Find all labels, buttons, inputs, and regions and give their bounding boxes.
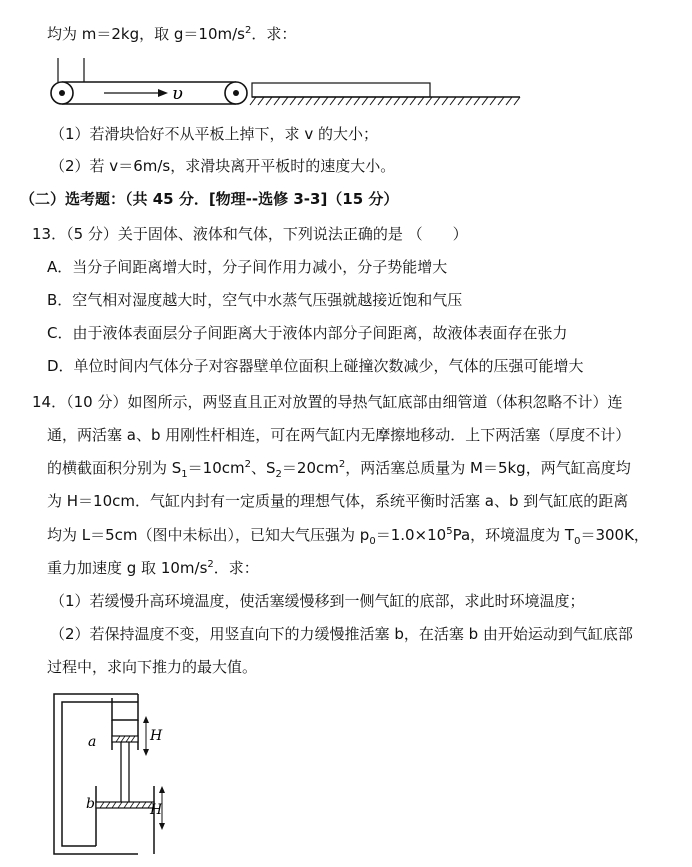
section-heading: （二）选考题：（共 45 分．[物理‑‑选修 3‑3]（15 分） <box>20 190 399 208</box>
label-h-lower: H <box>150 802 163 818</box>
problem13-stem: 13．（5 分）关于固体、液体和气体，下列说法正确的是 （ ） <box>32 225 468 243</box>
problem13-option-d: D．单位时间内气体分子对容器壁单位面积上碰撞次数减少，气体的压强可能增大 <box>47 357 584 375</box>
problem12-given-line <box>47 24 296 44</box>
l5-b: ＝1.0×10 <box>375 526 447 544</box>
l5-d: ＝300K， <box>580 526 649 544</box>
given-text-b: ．求： <box>251 25 297 43</box>
plank <box>252 83 430 97</box>
right-roller-axle <box>233 90 239 96</box>
l6-sup: 2 <box>207 559 214 570</box>
conveyor-figure <box>44 56 524 112</box>
problem14-line-1: 14．（10 分）如图所示，两竖直且正对放置的导热气缸底部由细管道（体积忽略不计）连 <box>32 393 623 411</box>
problem14-question-2a: （2）若保持温度不变，用竖直向下的力缓慢推活塞 b，在活塞 b 由开始运动到气缸底部 <box>50 625 633 643</box>
l3-a: 的横截面积分别为 S <box>47 459 182 477</box>
dim-h1-arrow-top <box>143 716 149 723</box>
problem12-question-2: （2）若 v＝6m/s，求滑块离开平板时的速度大小。 <box>50 157 396 175</box>
l3-c: 、S <box>251 459 276 477</box>
label-piston-b: b <box>86 796 95 812</box>
problem14-line-3 <box>47 458 631 478</box>
dim-h2-arrow-bottom <box>159 823 165 830</box>
given-text-a: 均为 m＝2kg，取 g＝10m/s <box>47 25 245 43</box>
ground-hatching <box>250 97 520 105</box>
l6-a: 重力加速度 g 取 10m/s <box>47 559 208 577</box>
l3-d: ＝20cm <box>281 459 339 477</box>
connecting-tube-inner <box>62 702 138 846</box>
problem13-option-b: B．空气相对湿度越大时，空气中水蒸气压强就越接近饱和气压 <box>47 291 463 309</box>
label-piston-a: a <box>88 734 97 750</box>
upper-cylinder-walls <box>112 720 138 750</box>
given-sup: 2 <box>245 25 252 36</box>
label-h-upper: H <box>150 728 163 744</box>
lower-cylinder <box>96 786 154 854</box>
l3-e: ，两活塞总质量为 M＝5kg，两气缸高度均 <box>345 459 631 477</box>
upper-cylinder <box>112 694 138 720</box>
l3-b: ＝10cm <box>187 459 245 477</box>
l5-sub2: 0 <box>574 536 581 547</box>
l5-a: 均为 L＝5cm（图中未标出），已知大气压强为 p <box>47 526 370 544</box>
l5-c: Pa，环境温度为 T <box>452 526 575 544</box>
l3-sub2: 2 <box>275 469 282 480</box>
problem14-question-1: （1）若缓慢升高环境温度，使活塞缓慢移到一侧气缸的底部，求此时环境温度； <box>50 592 585 610</box>
left-roller-axle <box>59 90 65 96</box>
problem12-question-1: （1）若滑块恰好不从平板上掉下，求 v 的大小； <box>50 125 378 143</box>
problem13-option-a: A．当分子间距离增大时，分子间作用力减小，分子势能增大 <box>47 258 448 276</box>
l3-sub1: 1 <box>181 469 188 480</box>
dim-h1-arrow-bottom <box>143 749 149 756</box>
l5-sub: 0 <box>369 536 376 547</box>
problem14-line-4: 为 H＝10cm．气缸内封有一定质量的理想气体，系统平衡时活塞 a、b 到气缸底的距离 <box>47 492 629 510</box>
problem14-question-2b: 过程中，求向下推力的最大值。 <box>47 658 258 676</box>
l3-sup2: 2 <box>338 459 346 470</box>
problem13-option-c: C．由于液体表面层分子间距离大于液体内部分子间距离，故液体表面存在张力 <box>47 324 568 342</box>
l6-b: ．求： <box>213 559 259 577</box>
problem14-line-5 <box>47 525 649 545</box>
l5-sup: 5 <box>446 526 453 537</box>
velocity-label: υ <box>172 83 183 104</box>
problem14-line-2: 通，两活塞 a、b 用刚性杆相连，可在两气缸内无摩擦地移动．上下两活塞（厚度不计） <box>47 426 631 444</box>
velocity-arrowhead <box>158 89 168 97</box>
l3-sup1: 2 <box>244 459 251 470</box>
problem14-line-6 <box>47 558 259 578</box>
dim-h2-arrow-top <box>159 786 165 793</box>
cylinder-figure <box>50 690 180 860</box>
